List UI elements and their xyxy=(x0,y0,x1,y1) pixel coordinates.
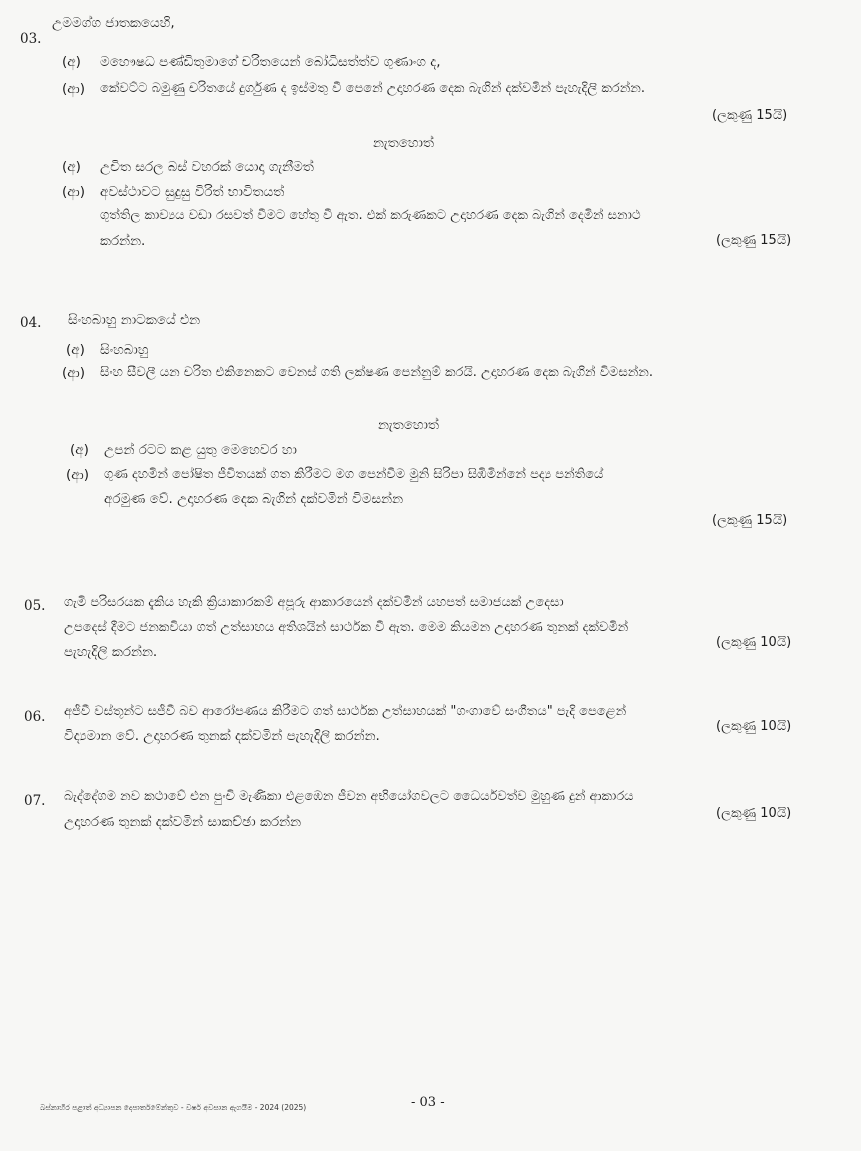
marks-label: (ලකුණු 15යි) xyxy=(716,233,792,248)
sub-text: ගුණ දහමින් පෝෂිත ජීවිතයක් ගත කිරීමට මග පෙන්වීම මුනි සිරිපා සිඹිමින්නේ පද්‍ය පන්තියේ xyxy=(104,467,604,482)
marks-label: (ලකුණු 15යි) xyxy=(712,108,788,123)
marks-label: (ලකුණු 10යි) xyxy=(716,806,792,821)
sub-text-continued: කරන්න. xyxy=(100,233,146,249)
sub-text: සිංහ සීවලී යන චරිත එකිනෙකට වෙනස් ගති ලක්ෂණ පෙන්නුම් කරයි. උදාහරණ දෙක බැගින් විමසන්න. xyxy=(100,365,653,380)
question-text: විද්‍යමාන වේ. උදාහරණ තුනක් දක්වමින් පැහැදිලි කරන්න. xyxy=(64,728,380,744)
question-text: අජීවී වස්තූන්ට සජීවී බව ආරෝපණය කිරීමට ගත් සාර්ථක උත්සාහයක් "ගංගාවේ සංගීතය" පැදි පෙළෙන් xyxy=(64,704,627,719)
sub-text-continued: අරමුණ වේ. උදාහරණ දෙක බැගින් දක්වමින් විමසන්න xyxy=(104,491,404,507)
marks-label: (ලකුණු 10යි) xyxy=(716,719,792,734)
sub-text: මහෞෂධ පණ්ඩිතුමාගේ චරිතයෙන් බෝධිසත්ත්ව ගුණාංග ද, xyxy=(100,54,441,70)
sub-label: (අ) xyxy=(70,442,89,458)
question-number: 06. xyxy=(24,709,46,725)
question-text: පැහැදිලි කරන්න. xyxy=(64,644,158,660)
sub-label: (අ) xyxy=(62,54,81,70)
question-number: 05. xyxy=(24,598,46,614)
question-number: 03. xyxy=(20,31,42,47)
question-text: උපදෙස් දීමට ජනකවියා ගත් උත්සාහය අතිශයින් සාර්ථක වී ඇත. මෙම කියමන උදාහරණ තුනක් දක්වමින් xyxy=(64,620,629,635)
sub-label: (අ) xyxy=(66,342,85,358)
sub-label: (අ) xyxy=(62,159,81,175)
footer-text: බස්නාහිර පළාත් අධ්‍යාපන දෙපාර්තමේන්තුව - වර්ෂ අවසාන ඇගයීම - 2024 (2025) xyxy=(40,1103,307,1112)
sub-text: සිංහබාහු xyxy=(100,342,149,358)
sub-text-continued: ගුත්තිල කාව්‍යය වඩා රසවත් වීමට හේතු වී ඇත. එක් කරුණකට උදාහරණ දෙක බැගින් දෙමින් සනාථ xyxy=(100,208,641,223)
or-separator: නැතහොත් xyxy=(373,135,434,151)
sub-text: කේවට්ට බමුණු චරිතයේ දුර්ගුණ ද ඉස්මතු වී පෙනේ උදාහරණ දෙක බැගින් දක්වමින් පැහැදිලි කරන්න. xyxy=(100,81,645,96)
question-text: ගැමි පරිසරයක දැකිය හැකි ක්‍රියාකාරකම් අපූරු ආකාරයෙන් දක්වමින් යහපත් සමාජයක් උදෙසා xyxy=(64,595,564,610)
marks-label: (ලකුණු 10යි) xyxy=(716,635,792,650)
question-text: බැද්දේගම නව කථාවේ එන පුංචි මැණිකා එළඹෙන ජීවන අභියෝගවලට ධෛර්යවත්ව මුහුණ දුන් ආකාරය xyxy=(64,789,634,804)
marks-label: (ලකුණු 15යි) xyxy=(712,513,788,528)
question-text: උදාහරණ තුනක් දක්වමින් සාකච්ඡා කරන්න xyxy=(64,814,302,830)
question-number: 04. xyxy=(20,315,42,331)
sub-text: උපන් රටට කළ යුතු මෙහෙවර හා xyxy=(104,442,298,458)
question-title: සිංහබාහු නාටකයේ එන xyxy=(68,312,201,328)
sub-label: (ආ) xyxy=(62,81,85,97)
page-number: - 03 - xyxy=(411,1095,445,1110)
sub-label: (ආ) xyxy=(62,365,85,381)
sub-text: උචිත සරල බස් වහරක් යොදා ගැනීමත් xyxy=(100,159,314,175)
sub-label: (ආ) xyxy=(66,467,89,483)
or-separator: නැතහොත් xyxy=(378,417,439,433)
question-number: 07. xyxy=(24,793,46,809)
sub-label: (ආ) xyxy=(62,184,85,200)
question-title: උමමග්ග ජාතකයෙහි, xyxy=(52,15,175,31)
sub-text: අවස්ථාවට සුදුසු විරිත් භාවිතයත් xyxy=(100,184,285,200)
